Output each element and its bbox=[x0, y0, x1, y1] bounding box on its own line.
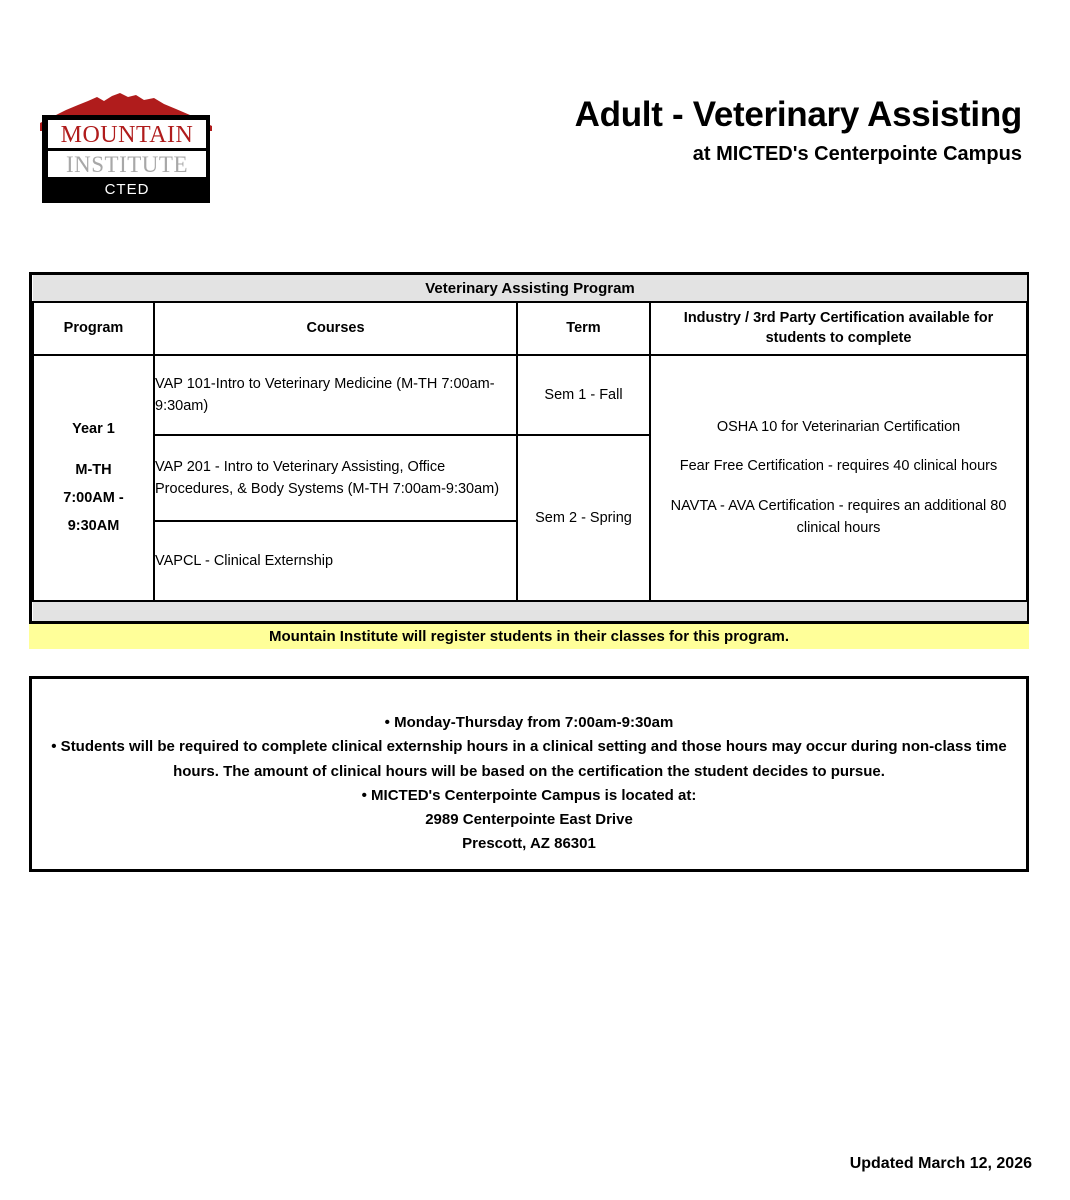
program-year: Year 1 bbox=[72, 420, 115, 437]
note-address-city: Prescott, AZ 86301 bbox=[462, 835, 596, 853]
column-header-program: Program bbox=[33, 302, 154, 355]
column-header-courses: Courses bbox=[154, 302, 517, 355]
page-title: Adult - Veterinary Assisting bbox=[574, 95, 1022, 134]
program-table bbox=[29, 272, 1029, 627]
mountain-institute-logo bbox=[40, 93, 212, 205]
logo-box bbox=[42, 115, 210, 203]
table-header-row bbox=[33, 302, 1027, 355]
note-address-street: 2989 Centerpointe East Drive bbox=[425, 811, 633, 829]
certification-navta: NAVTA - AVA Certification - requires an additional 80 clinical hours bbox=[670, 498, 1007, 536]
program-spacer bbox=[34, 443, 153, 457]
cell-course-vap101: VAP 101-Intro to Veterinary Medicine (M-TH 7:00am-9:30am) bbox=[154, 355, 517, 435]
note-externship: • Students will be required to complete clinical externship hours in a clinical setting and those hours may occur during non-class time hours. The amount of clinical hours will be based on the certification the student decides to pursue. bbox=[51, 738, 1007, 780]
program-days: M-TH bbox=[75, 462, 112, 479]
footer-updated-date: Updated March 12, 2026 bbox=[849, 1155, 1032, 1172]
cell-term-sem1: Sem 1 - Fall bbox=[517, 355, 650, 435]
logo-word-institute: INSTITUTE bbox=[48, 151, 206, 177]
cell-course-vapcl: VAPCL - Clinical Externship bbox=[154, 521, 517, 601]
certification-osha: OSHA 10 for Veterinarian Certification bbox=[716, 418, 961, 435]
table-title-row bbox=[33, 275, 1027, 302]
logo-word-mountain: MOUNTAIN bbox=[48, 120, 206, 148]
page-subtitle: at MICTED's Centerpointe Campus bbox=[692, 142, 1022, 165]
program-time-end: 9:30AM bbox=[67, 517, 120, 534]
certification-spacer-2 bbox=[651, 478, 1026, 496]
page-header bbox=[0, 0, 1070, 225]
note-campus-location: • MICTED's Centerpointe Campus is located at: bbox=[361, 786, 697, 804]
cell-course-vap201: VAP 201 - Intro to Veterinary Assisting, Office Procedures, & Body Systems (M-TH 7:00am-9:30am) bbox=[154, 435, 517, 521]
cell-program-year1 bbox=[33, 355, 154, 601]
column-header-certification: Industry / 3rd Party Certification available for students to complete bbox=[650, 302, 1027, 355]
program-time-start: 7:00AM - bbox=[63, 490, 124, 506]
title-block bbox=[575, 96, 1022, 166]
cell-term-sem2: Sem 2 - Spring bbox=[517, 435, 650, 601]
cell-certifications bbox=[650, 355, 1027, 601]
certification-spacer-1 bbox=[651, 438, 1026, 456]
table-row bbox=[33, 355, 1027, 435]
table-title: Veterinary Assisting Program bbox=[33, 275, 1027, 302]
column-header-term: Term bbox=[517, 302, 650, 355]
notes-box bbox=[29, 676, 1029, 872]
note-schedule: • Monday-Thursday from 7:00am-9:30am bbox=[384, 714, 674, 731]
certification-fear-free: Fear Free Certification - requires 40 clinical hours bbox=[679, 458, 998, 475]
register-banner: Mountain Institute will register students in their classes for this program. bbox=[29, 621, 1029, 649]
logo-word-cted: CTED bbox=[48, 179, 206, 200]
